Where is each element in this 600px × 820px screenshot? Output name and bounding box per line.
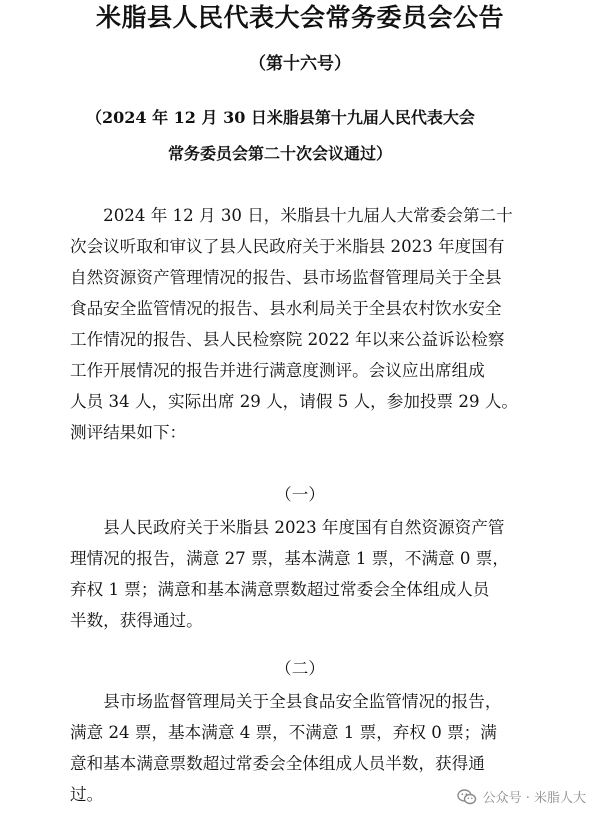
paragraph-line: 意和基本满意票数超过常委会全体组成人员半数，获得通 (70, 754, 485, 773)
paragraph-line: 自然资源资产管理情况的报告、县市场监督管理局关于全县 (70, 268, 502, 287)
paragraph-line: 测评结果如下： (70, 423, 187, 442)
paragraph-line: 弃权 1 票；满意和基本满意票数超过常委会全体组成人员 (70, 580, 490, 599)
paragraph-line: 人员 34 人，实际出席 29 人，请假 5 人，参加投票 29 人。 (70, 392, 518, 411)
intro-paragraph (70, 200, 590, 448)
paragraph-line: 次会议听取和审议了县人民政府关于米脂县 2023 年度国有 (70, 237, 505, 256)
paragraph-line: 县人民政府关于米脂县 2023 年度国有自然资源资产管 (70, 518, 505, 537)
paragraph-line: 食品安全监管情况的报告、县水利局关于全县农村饮水安全 (70, 299, 502, 318)
watermark-text: 公众号 · 米脂人大 (482, 791, 586, 806)
subtitle-line-2: 常务委员会第二十次会议通过） (168, 144, 393, 163)
paragraph-line: 过。 (70, 785, 104, 804)
paragraph-line: 满意 24 票，基本满意 4 票，不满意 1 票，弃权 0 票；满 (70, 723, 497, 742)
paragraph-line: 2024 年 12 月 30 日，米脂县十九届人大常委会第二十 (70, 206, 513, 225)
announcement-number: （第十六号） (249, 54, 351, 74)
subtitle-line-1: （2024 年 12 月 30 日米脂县第十九届人民代表大会 (86, 108, 475, 127)
announcement-title: 米脂县人民代表大会常务委员会公告 (95, 3, 504, 32)
section-heading-1: （一） (275, 485, 325, 504)
paragraph-line: 理情况的报告，满意 27 票，基本满意 1 票，不满意 0 票， (70, 549, 509, 568)
watermark (457, 787, 586, 806)
paragraph-line: 半数，获得通过。 (70, 611, 203, 630)
wechat-icon (457, 789, 477, 805)
paragraph-line: 工作开展情况的报告并进行满意度测评。会议应出席组成 (70, 361, 485, 380)
paragraph-line: 县市场监督管理局关于全县食品安全监管情况的报告， (70, 692, 502, 711)
paragraph-line: 工作情况的报告、县人民检察院 2022 年以来公益诉讼检察 (70, 330, 505, 349)
section-1-paragraph (70, 512, 590, 636)
section-heading-2: （二） (275, 659, 325, 678)
